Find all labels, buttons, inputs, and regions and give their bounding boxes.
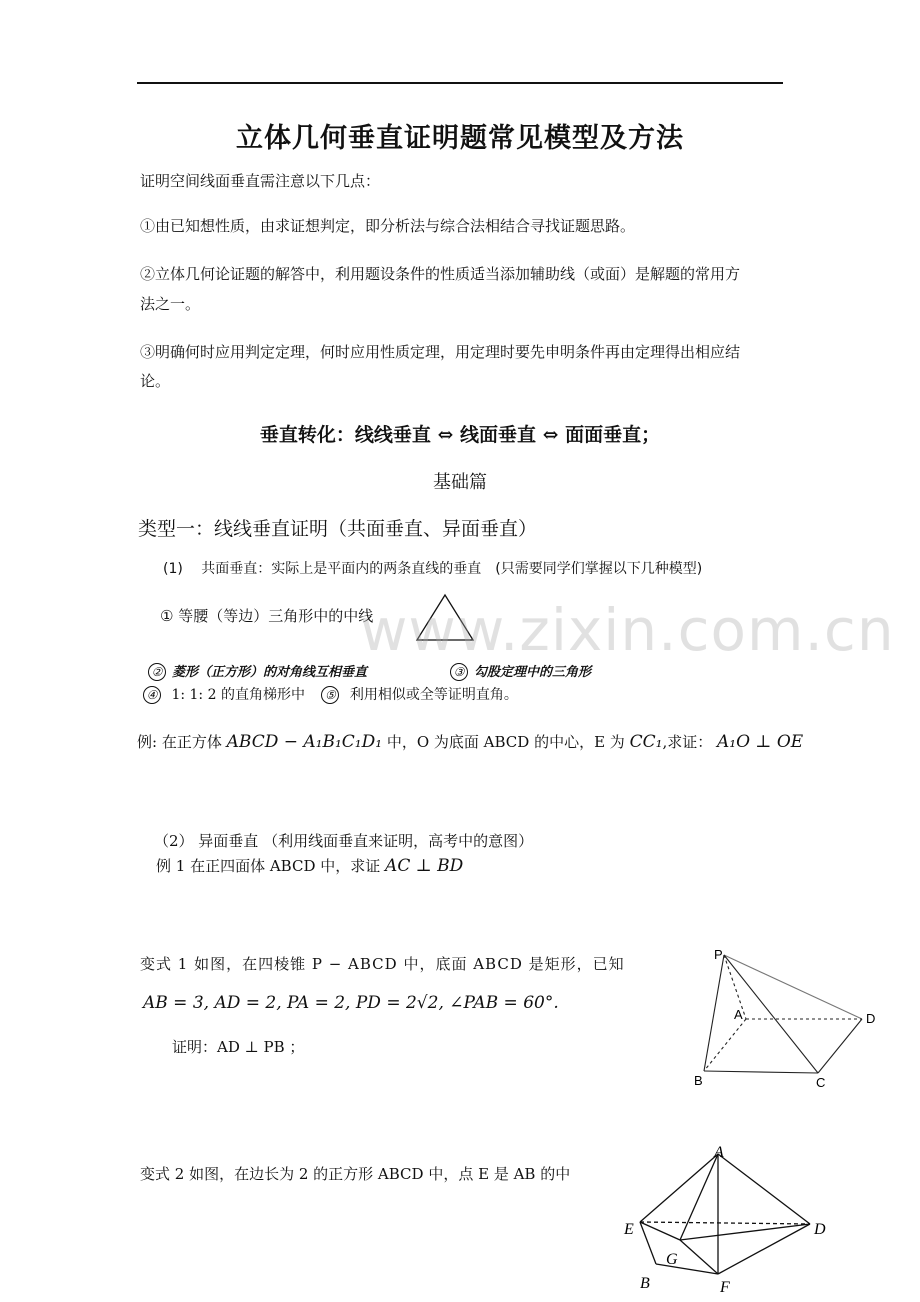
model-1: ① 等腰（等边）三角形中的中线 xyxy=(160,607,374,625)
model-2-num: ② xyxy=(148,663,166,681)
type1-heading: 类型一：线线垂直证明（共面垂直、异面垂直） xyxy=(138,518,538,540)
point-2-line1: ②立体几何论证题的解答中，利用题设条件的性质适当添加辅助线（或面）是解题的常用方 xyxy=(140,265,741,283)
intro-text: 证明空间线面垂直需注意以下几点： xyxy=(140,172,381,190)
section-basic: 基础篇 xyxy=(433,472,487,493)
label-B: B xyxy=(694,1073,703,1088)
point-1: ①由已知想性质，由求证想判定，即分析法与综合法相结合寻找证题思路。 xyxy=(140,217,636,235)
model-3: ③ 勾股定理中的三角形 xyxy=(450,661,591,681)
model-3-num: ③ xyxy=(450,663,468,681)
point-3-line1: ③明确何时应用判定定理，何时应用性质定理，用定理时要先申明条件再由定理得出相应结 xyxy=(140,343,741,361)
label-P: P xyxy=(714,947,723,962)
cube-name: ABCD − A₁B₁C₁D₁ xyxy=(226,732,383,752)
label-A2: A xyxy=(714,1144,724,1161)
label-D2: D xyxy=(814,1221,826,1238)
model-4-num: ④ xyxy=(143,686,161,704)
page-title: 立体几何垂直证明题常见模型及方法 xyxy=(236,123,684,154)
point-2-line2: 法之一。 xyxy=(140,295,201,313)
label-C: C xyxy=(816,1075,826,1090)
label-F: F xyxy=(720,1279,730,1296)
variant1-line1: 变式 1 如图，在四棱锥 P − ABCD 中，底面 ABCD 是矩形，已知 xyxy=(140,955,625,973)
label-B2: B xyxy=(640,1275,650,1292)
skew-example-1: 例 1 在正四面体 ABCD 中，求证 AC ⊥ BD xyxy=(156,856,464,876)
variant2-line1: 变式 2 如图，在边长为 2 的正方形 ABCD 中，点 E 是 AB 的中 xyxy=(140,1165,571,1183)
conversion-heading: 垂直转化：线线垂直 ⇔ 线面垂直 ⇔ 面面垂直； xyxy=(259,424,661,446)
model-5: 利用相似或全等证明直角。 xyxy=(349,687,518,703)
model-5-num: ⑤ xyxy=(321,686,339,704)
variant1-line2: AB = 3, AD = 2, PA = 2, PD = 2√2, ∠PAB = 60°. xyxy=(143,993,559,1013)
cube-goal: A₁O ⊥ OE xyxy=(717,732,804,752)
pyramid-figure xyxy=(690,945,890,1090)
watermark: www.zixin.com.cn xyxy=(360,596,895,664)
label-A: A xyxy=(734,1007,743,1022)
variant1-proof: 证明：AD ⊥ PB ； xyxy=(172,1038,305,1056)
skew-line: （2） 异面垂直 （利用线面垂直来证明，高考中的意图） xyxy=(154,832,534,850)
edge-name: CC₁ xyxy=(629,732,663,752)
label-G: G xyxy=(666,1251,678,1268)
example-cube: 例: 在正方体 ABCD − A₁B₁C₁D₁ 中，O 为底面 ABCD 的中心，E 为 CC₁,求证： A₁O ⊥ OE xyxy=(137,732,804,752)
model-4: 1: 1: 2 的直角梯形中 xyxy=(171,687,305,703)
label-D: D xyxy=(866,1011,876,1026)
label-E: E xyxy=(624,1221,634,1238)
model-4-5 xyxy=(143,684,518,704)
coplanar-line: (1) 共面垂直：实际上是平面内的两条直线的垂直 (只需要同学们掌握以下几种模型) xyxy=(163,561,703,577)
model-2: ② 菱形（正方形）的对角线互相垂直 xyxy=(148,661,367,681)
skew-goal: AC ⊥ BD xyxy=(385,856,464,876)
header-rule xyxy=(137,82,783,84)
point-3-line2: 论。 xyxy=(140,372,171,390)
fold-figure xyxy=(620,1140,840,1302)
